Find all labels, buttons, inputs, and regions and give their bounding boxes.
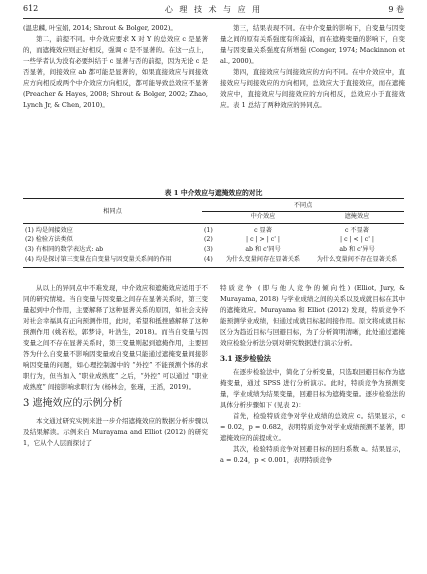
cell-num: (1) [204, 226, 213, 234]
paragraph: 首先，检验特质竞争对学业成绩的总效应 c。结果显示，c = 0.02，p = 0.682，表明特质竞争对学业成绩预测不显著，即遮掩效应的前提成立。 [220, 412, 405, 442]
table-header-mediation: 中介效应 [216, 211, 310, 223]
cell-mediation: 为什么变量间存在显著关系 [216, 255, 310, 267]
comparison-table [23, 198, 404, 268]
left-column-top [23, 23, 208, 183]
cell-same: (4) 均是探讨第三变量在自变量与因变量关系间的作用 [23, 255, 202, 267]
table-header-suppression: 遮掩效应 [310, 211, 404, 223]
running-header [23, 4, 404, 18]
table-row [23, 223, 404, 235]
table-title: 表 1 中介效应与遮掩效应的对比 [164, 189, 263, 197]
table-header-same: 相同点 [23, 199, 202, 224]
cell-same: (1) 均是间接效应 [25, 226, 73, 234]
cell-same: (2) 检验方法类似 [25, 236, 73, 244]
paragraph: 第四，直接效应与间接效应的方向不同。在中介效应中，直接效应与间接效应的方向相同，总效应大于直接效应，而在遮掩效应中，直接效应与间接效应的方向相反，总效应小于直接效应。表 1 总结了两种效应的异同点。 [220, 68, 405, 109]
cell-same: (3) 有相同的数学表达式: ab [25, 246, 104, 254]
header-rule [23, 18, 404, 19]
right-column-bottom [220, 283, 405, 573]
cell-num: (4) [202, 255, 216, 267]
cell-num: (2) [204, 236, 213, 244]
paragraph: 在逐步检验法中，简化了分析变量，只选取回避目标作为遮掩变量，通过 SPSS 进行分析演示。此时，特质竞争为预测变量，学业成绩为结果变量，回避目标为遮掩变量。逐步检验法的具体分析步骤如下 (见表 2)： [220, 368, 405, 409]
cell-mediation: c 显著 [254, 226, 272, 234]
cell-suppression: 为什么变量间不存在显著关系 [310, 255, 404, 267]
paragraph: 从以上的异同点中不难发现，中介效应和遮掩效应适用于不同的研究情境。当自变量与因变量之间存在显著关系时，第三变量起到中介作用，主要解释了这种显著关系的原因，如社会支持对社会幸福具有正向预测作用，此时，希望和抵挫感解释了这种预测作用 (姚若松，郭梦诗，叶浩生，2018)。而当自变量与因变量之间不存在显著关系时，第三变量则起到遮掩作用，主要回答为什么自变量不影响因变量或自变量只能通过遮掩变量间接影响因变量的问题，如心理控制源中的 “外控” 不能预测个体的求职行为，但当加入 “职业成熟度” 之后，“外控” 可以通过 “职业成熟度” 间接影响求职行为 (杨林会，张瑾，王滔，2019)。 [23, 284, 208, 391]
cell-suppression: | c | < | c' | [340, 236, 374, 244]
left-column-bottom [23, 283, 208, 573]
cell-suppression: c 不显著 [345, 226, 369, 234]
table-row [23, 255, 404, 267]
volume-label: 9 卷 [388, 5, 404, 14]
journal-title: 心 理 技 术 与 应 用 [164, 5, 263, 14]
paragraph: 本文通过研究实例来进一步介绍遮掩效应的数据分析步骤以及结果解读。示例来自 Murayama and Elliot (2012) 的研究 1，它从个人层面探讨了 [23, 417, 208, 447]
paragraph: (温忠麟, 叶宝娟, 2014; Shrout & Bolger, 2002)。 [23, 24, 177, 32]
cell-num: (3) [204, 246, 213, 254]
table-header-diff: 不同点 [202, 199, 404, 212]
cell-mediation: ab 和 c'同号 [245, 246, 281, 254]
paragraph: 第三，结果表现不同。在中介变量的影响下，自变量与因变量之间的原有关系强度有所减弱，而在遮掩变量的影响下，自变量与因变量关系强度有所增强 (Conger, 1974; Mackinnon et al., 2000)。 [220, 24, 405, 65]
page-number: 612 [23, 4, 39, 13]
table-row [23, 235, 404, 245]
cell-suppression: ab 和 c'异号 [339, 246, 375, 254]
paragraph: 第二，前提不同。中介效应要求 X 对 Y 的总效应 c 是显著的，而遮掩效应则正好相反，强调 c 是不显著的。在这一点上，一些学者认为没有必要纠结于 c 显著与否的前提，因为无论 c 是否显著，间接效应 ab 都可能是显著的，如果直接效应与间接效应方向相反或两个中介效应方向相反，都可能导致总效应不显著 (Preacher & Hayes, 2008; Shrout & Bolger, 2002; Zhao, Lynch Jr, & Chen, 2010)。 [23, 35, 208, 109]
cell-mediation: | c | > | c' | [246, 236, 280, 244]
section-heading: 3 遮掩效应的示例分析 [23, 398, 123, 409]
paragraph: 特质竞争 (即与他人竞争的倾向性) (Elliot, Jury, & Murayama, 2018) 与学业成绩之间的关系以及成就目标在其中的遮掩效应。Murayama 和 Elliot (2012) 发现，特质竞争不能预测学业成绩，但通过成就目标起间接作用。原文将成就目标区分为趋近目标与回避目标，为了分析简明清晰，此处通过遮掩效应检验分析法分别对研究数据进行演示分析。 [220, 284, 405, 347]
right-column-top [220, 23, 405, 183]
paragraph: 其次，检验特质竞争对回避目标的回归系数 a。结果显示，a = 0.24，p < 0.001，表明特质竞争 [220, 445, 405, 464]
subsection-heading: 3.1 逐步检验法 [220, 354, 271, 363]
table-row [23, 245, 404, 255]
